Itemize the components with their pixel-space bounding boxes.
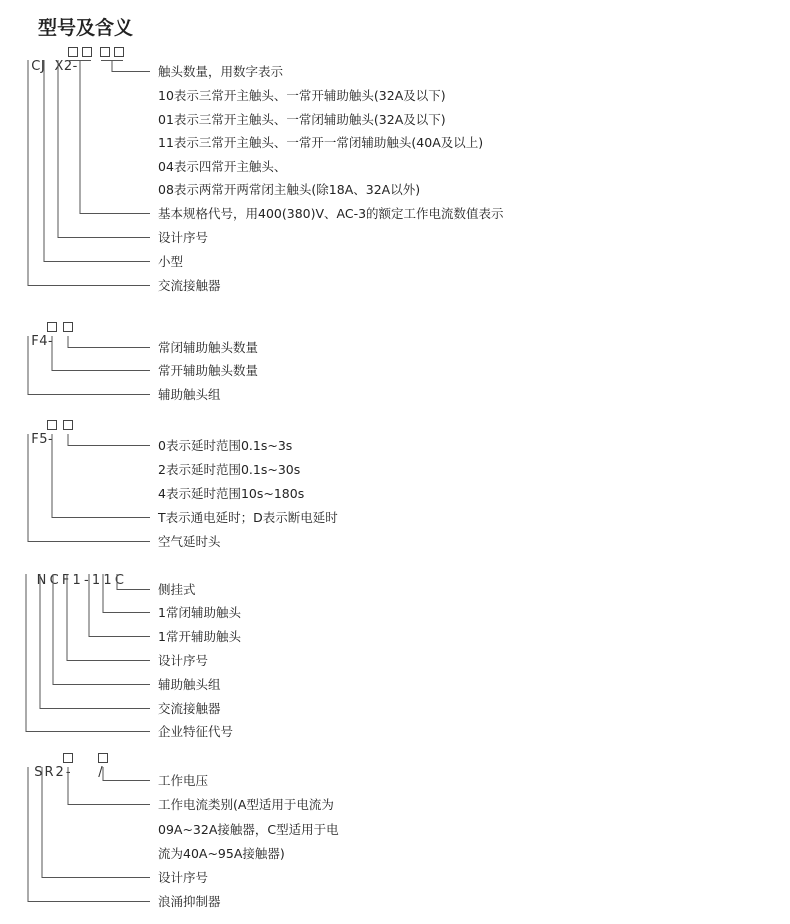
ncf-line-aux <box>53 574 150 685</box>
cj-item-11: 11表示三常开主触头、一常开一常闭辅助触头(40A及以上) <box>158 135 484 150</box>
sr-item-design: 设计序号 <box>158 870 209 885</box>
f4-item-no: 常开辅助触头数量 <box>158 363 259 378</box>
ncf-item-enterprise: 企业特征代号 <box>158 724 234 739</box>
f5-line-head <box>28 434 150 542</box>
sr-line-suppressor <box>28 767 150 902</box>
ncf-line-contactor <box>40 574 150 709</box>
f5-item-td: T表示通电延时；D表示断电延时 <box>158 510 338 525</box>
ncf-line-side <box>117 574 150 590</box>
f4-code-text: F4- <box>31 334 54 349</box>
f4-box-1 <box>48 323 57 332</box>
f4-line-no <box>52 336 150 371</box>
sr-box-1 <box>64 754 73 763</box>
ncf-line-design <box>67 574 150 661</box>
cj-item-04: 04表示四常开主触头、 <box>158 159 287 174</box>
sr-item-voltage: 工作电压 <box>158 773 209 788</box>
ncf-item-contactor: 交流接触器 <box>158 701 221 716</box>
cj-line-design <box>58 60 150 238</box>
sr-box-2 <box>99 754 108 763</box>
sr-item-suppressor: 浪涌抑制器 <box>158 894 221 909</box>
sr-line-current <box>68 767 150 805</box>
cj-box-3 <box>101 48 110 57</box>
ncf-item-design: 设计序号 <box>158 653 209 668</box>
sr-line-voltage <box>103 767 150 781</box>
f5-box-2 <box>64 421 73 430</box>
cj-line-small <box>44 60 150 262</box>
sr-item-current-2: 09A~32A接触器，C型适用于电 <box>158 822 339 837</box>
cj-item-design: 设计序号 <box>158 230 209 245</box>
f5-box-1 <box>48 421 57 430</box>
cj-line-contactor <box>28 60 150 286</box>
f4-line-nc <box>68 336 150 348</box>
cj-line-spec <box>80 61 150 214</box>
f4-item-group: 辅助触头组 <box>158 387 221 402</box>
f5-item-4: 4表示延时范围10s~180s <box>158 486 305 501</box>
f5-code-text: F5- <box>31 432 54 447</box>
sr-code-text: SR2- <box>34 765 73 780</box>
ncf-item-side: 侧挂式 <box>158 582 196 597</box>
cj-box-1 <box>69 48 78 57</box>
ncf-code-text: NCF1-11C <box>36 573 128 588</box>
cj-box-2 <box>83 48 92 57</box>
sr-line-design <box>42 767 150 878</box>
ncf-line-1nc <box>103 574 150 613</box>
cj-item-contactor: 交流接触器 <box>158 278 221 293</box>
ncf-item-aux: 辅助触头组 <box>158 677 221 692</box>
ncf-item-1nc: 1常闭辅助触头 <box>158 605 241 620</box>
ncf-item-1no: 1常开辅助触头 <box>158 629 241 644</box>
f5-item-2: 2表示延时范围0.1s~30s <box>158 462 301 477</box>
cj-box-4 <box>115 48 124 57</box>
f5-line-td <box>52 434 150 518</box>
cj-item-spec: 基本规格代号，用400(380)V、AC-3的额定工作电流数值表示 <box>158 206 504 221</box>
f4-box-2 <box>64 323 73 332</box>
f4-line-group <box>28 336 150 395</box>
f5-item-head: 空气延时头 <box>158 534 221 549</box>
ncf-line-enterprise <box>26 574 150 732</box>
cj-item-count: 触头数量，用数字表示 <box>158 64 284 79</box>
cj-item-08: 08表示两常开两常闭主触头(除18A、32A以外) <box>158 182 421 197</box>
sr-item-current-3: 流为40A~95A接触器) <box>158 846 285 861</box>
ncf-line-1no <box>89 574 150 637</box>
f5-line-range <box>68 434 150 446</box>
cj-line-count <box>112 61 150 72</box>
cj-code-text: CJ X2- <box>31 59 78 74</box>
sr-item-current-1: 工作电流类别(A型适用于电流为 <box>158 797 334 812</box>
sr-slash-text: / <box>98 765 104 780</box>
f4-item-nc: 常闭辅助触头数量 <box>158 340 259 355</box>
cj-item-01: 01表示三常开主触头、一常闭辅助触头(32A及以下) <box>158 112 446 127</box>
cj-item-10: 10表示三常开主触头、一常开辅助触头(32A及以下) <box>158 88 446 103</box>
cj-item-small: 小型 <box>158 254 184 269</box>
f5-item-0: 0表示延时范围0.1s~3s <box>158 438 293 453</box>
page-title: 型号及含义 <box>38 17 134 39</box>
